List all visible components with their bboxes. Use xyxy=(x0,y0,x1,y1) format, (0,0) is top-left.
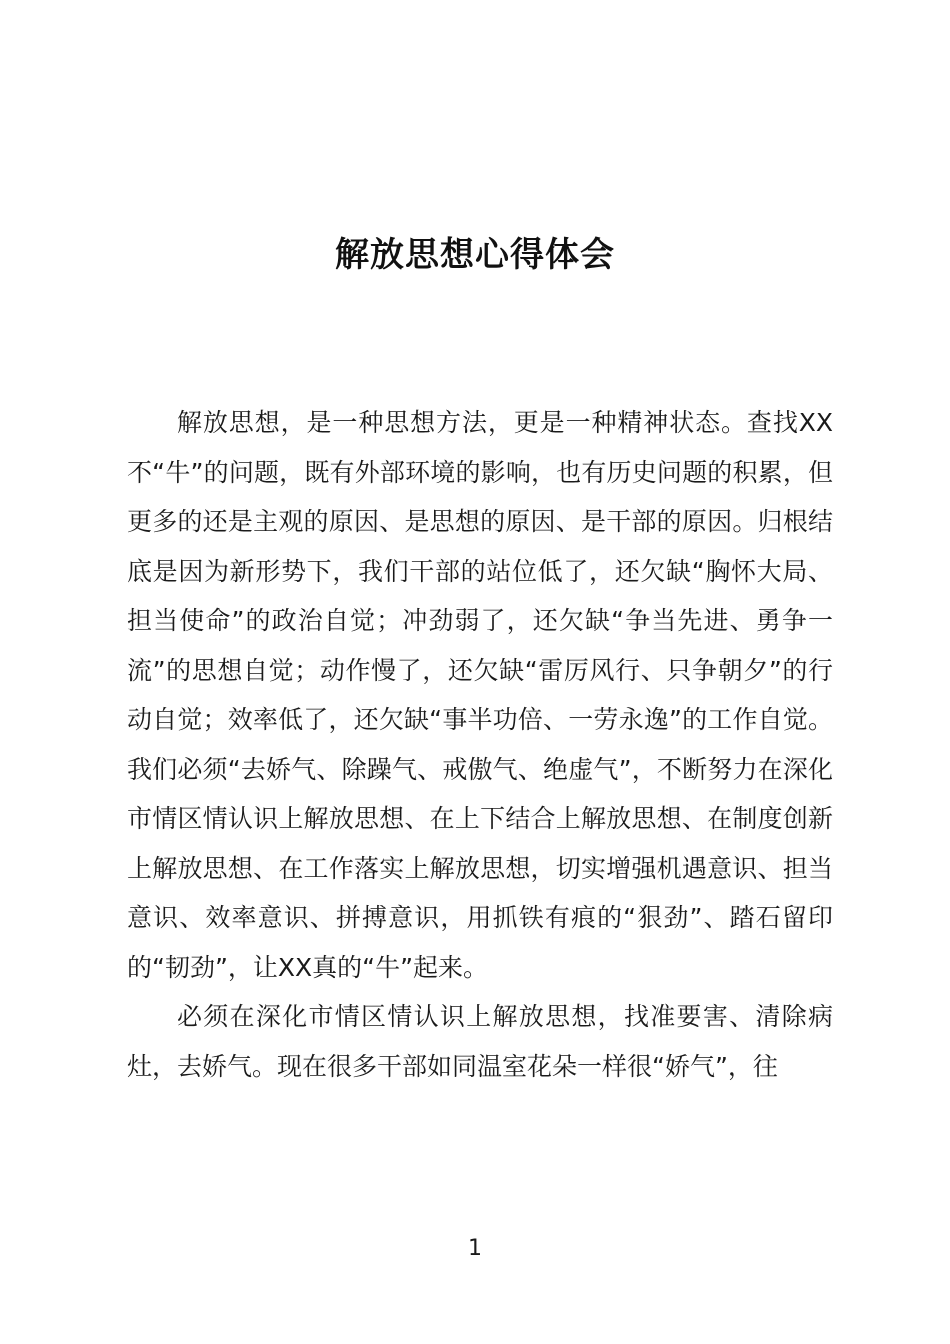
paragraph-1: 解放思想，是一种思想方法，更是一种精神状态。查找XX不“牛”的问题，既有外部环境的影响，也有历史问题的积累，但更多的还是主观的原因、是思想的原因、是干部的原因。归根结底是因为新形势下，我们干部的站位低了，还欠缺“胸怀大局、担当使命”的政治自觉；冲劲弱了，还欠缺“争当先进、勇争一流”的思想自觉；动作慢了，还欠缺“雷厉风行、只争朝夕”的行动自觉；效率低了，还欠缺“事半功倍、一劳永逸”的工作自觉。我们必须“去娇气、除躁气、戒傲气、绝虚气”，不断努力在深化市情区情认识上解放思想、在上下结合上解放思想、在制度创新上解放思想、在工作落实上解放思想，切实增强机遇意识、担当意识、效率意识、拼搏意识，用抓铁有痕的“狠劲”、踏石留印的“韧劲”，让XX真的“牛”起来。 xyxy=(127,408,833,982)
paragraph-2: 必须在深化市情区情认识上解放思想，找准要害、清除病灶，去娇气。现在很多干部如同温室花朵一样很“娇气”，往 xyxy=(127,1002,833,1081)
page-number: 1 xyxy=(468,1236,482,1261)
document-title: 解放思想心得体会 xyxy=(335,234,615,275)
document-body xyxy=(127,398,833,1091)
